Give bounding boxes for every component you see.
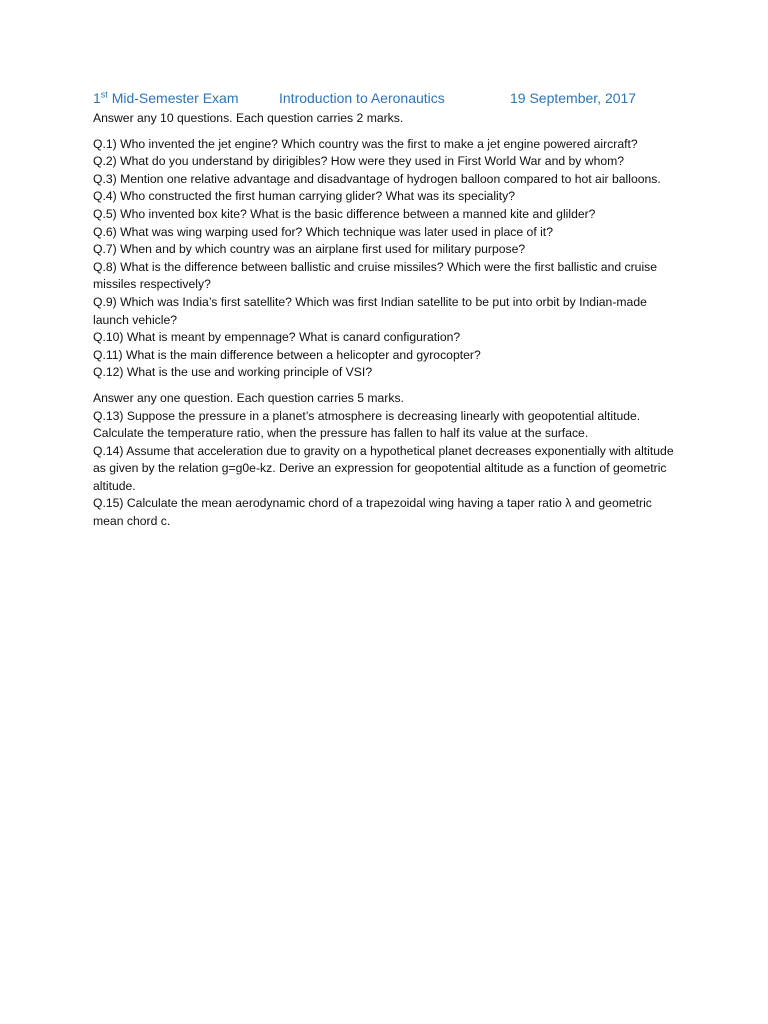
question-13: Q.13) Suppose the pressure in a planet’s atmosphere is decreasing linearly with geopotential altitude. Calculate the temperature ratio, when the pressure has fallen to half its value at the surface. bbox=[93, 408, 641, 441]
course-name: Introduction to Aeronautics bbox=[279, 90, 445, 106]
question-11: Q.11) What is the main difference between a helicopter and gyrocopter? bbox=[93, 347, 481, 362]
exam-title bbox=[93, 90, 239, 106]
exam-ordinal-suffix: st bbox=[100, 89, 108, 100]
section-a-instruction: Answer any 10 questions. Each question carries 2 marks. bbox=[93, 111, 404, 125]
question-6: Q.6) What was wing warping used for? Which technique was later used in place of it? bbox=[93, 224, 553, 239]
question-12: Q.12) What is the use and working principle of VSI? bbox=[93, 365, 373, 380]
question-2: Q.2) What do you understand by dirigibles? How were they used in First World War and by whom? bbox=[93, 154, 625, 169]
question-1: Q.1) Who invented the jet engine? Which country was the first to make a jet engine powered aircraft? bbox=[93, 136, 638, 151]
question-8: Q.8) What is the difference between ballistic and cruise missiles? Which were the first ballistic and cruise missiles respectively? bbox=[93, 259, 658, 292]
exam-body bbox=[93, 110, 683, 531]
exam-ordinal: 1 bbox=[93, 90, 101, 106]
exam-date: 19 September, 2017 bbox=[510, 90, 637, 106]
question-9: Q.9) Which was India’s first satellite? Which was first Indian satellite to be put into orbit by Indian-made launch vehicle? bbox=[93, 294, 647, 327]
question-14: Q.14) Assume that acceleration due to gravity on a hypothetical planet decreases exponentially with altitude as given by the relation g=g0e-kz. Derive an expression for geopotential altitude as a function of geometric altitude. bbox=[93, 443, 674, 493]
exam-header bbox=[93, 90, 693, 110]
question-3: Q.3) Mention one relative advantage and disadvantage of hydrogen balloon compared to hot air balloons. bbox=[93, 171, 661, 186]
question-5: Q.5) Who invented box kite? What is the basic difference between a manned kite and glilder? bbox=[93, 206, 596, 221]
question-7: Q.7) When and by which country was an airplane first used for military purpose? bbox=[93, 242, 526, 257]
section-b-instruction: Answer any one question. Each question carries 5 marks. bbox=[93, 390, 404, 405]
question-10: Q.10) What is meant by empennage? What is canard configuration? bbox=[93, 330, 461, 345]
question-15: Q.15) Calculate the mean aerodynamic chord of a trapezoidal wing having a taper ratio λ and geometric mean chord c. bbox=[93, 496, 652, 529]
exam-title-text: Mid-Semester Exam bbox=[107, 90, 239, 106]
question-4: Q.4) Who constructed the first human carrying glider? What was its speciality? bbox=[93, 189, 515, 204]
